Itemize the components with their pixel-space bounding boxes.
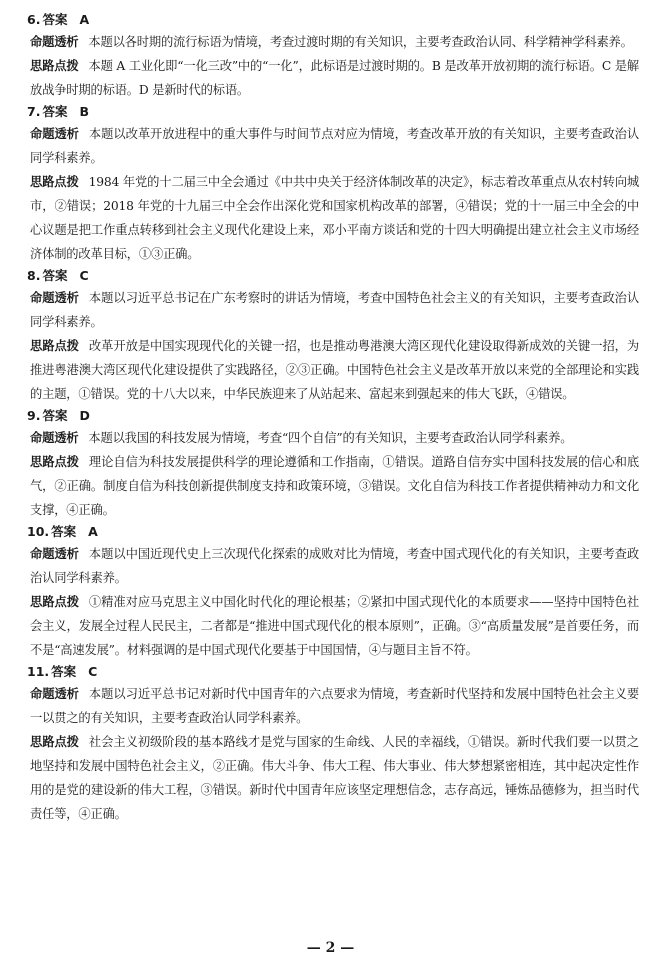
hint-label: 思路点拨 (30, 339, 79, 353)
question-number: 9. (27, 408, 41, 423)
hint-paragraph (30, 54, 639, 102)
hint-text: 本题 A 工业化即“一化三改”中的“一化”，此标语是过渡时期的。B 是改革开放初期的流行标语。C 是解放战争时期的标语。D 是新时代的标语。 (30, 59, 639, 97)
hint-label: 思路点拨 (30, 59, 79, 73)
hint-paragraph (30, 450, 639, 522)
answer-key: A (88, 524, 98, 539)
question-block-10 (27, 522, 639, 662)
analysis-paragraph (30, 542, 639, 590)
answer-label: 答案 (51, 524, 77, 539)
hint-label: 思路点拨 (30, 735, 79, 749)
answer-label: 答案 (42, 12, 68, 27)
question-number: 10. (27, 524, 50, 539)
hint-text: 理论自信为科技发展提供科学的理论遵循和工作指南，①错误。道路自信夯实中国科技发展的信心和底气，②正确。制度自信为科技创新提供制度支持和政策环境，③错误。文化自信为科技工作者提供精神动力和文化支撑，④正确。 (30, 455, 639, 517)
analysis-paragraph (30, 286, 639, 334)
answer-key: D (79, 408, 90, 423)
analysis-label: 命题透析 (30, 127, 79, 141)
analysis-label: 命题透析 (30, 291, 79, 305)
answer-key: A (79, 12, 90, 27)
hint-label: 思路点拨 (30, 455, 79, 469)
answer-label: 答案 (42, 104, 68, 119)
answer-line (27, 266, 639, 286)
analysis-paragraph (30, 122, 639, 170)
question-block-6 (27, 10, 639, 102)
answer-line (27, 662, 639, 682)
analysis-text: 本题以改革开放进程中的重大事件与时间节点对应为情境，考查改革开放的有关知识，主要考查政治认同学科素养。 (30, 127, 639, 165)
hint-text: 社会主义初级阶段的基本路线才是党与国家的生命线、人民的幸福线，①错误。新时代我们要一以贯之地坚持和发展中国特色社会主义，②正确。伟大斗争、伟大工程、伟大事业、伟大梦想紧密相连，其中起决定性作用的是党的建设新的伟大工程，③错误。新时代中国青年应该坚定理想信念，志存高远，锤炼品德修为，担当时代责任等，④正确。 (30, 735, 639, 821)
answer-key: B (79, 104, 89, 119)
hint-paragraph (30, 170, 639, 266)
question-block-8 (27, 266, 639, 406)
analysis-text: 本题以习近平总书记在广东考察时的讲话为情境，考查中国特色社会主义的有关知识，主要考查政治认同学科素养。 (30, 291, 639, 329)
analysis-text: 本题以各时期的流行标语为情境，考查过渡时期的有关知识，主要考查政治认同、科学精神学科素养。 (88, 35, 633, 49)
analysis-text: 本题以我国的科技发展为情境，考查“四个自信”的有关知识，主要考查政治认同学科素养。 (88, 431, 573, 445)
page-number: — 2 — (306, 940, 355, 956)
analysis-paragraph (30, 682, 639, 730)
answer-key: C (79, 268, 89, 283)
answer-line (27, 102, 639, 122)
hint-paragraph (30, 334, 639, 406)
analysis-text: 本题以中国近现代史上三次现代化探索的成败对比为情境，考查中国式现代化的有关知识，主要考查政治认同学科素养。 (30, 547, 639, 585)
analysis-label: 命题透析 (30, 35, 79, 49)
question-number: 6. (27, 12, 41, 27)
question-block-9 (27, 406, 639, 522)
question-number: 8. (27, 268, 41, 283)
hint-paragraph (30, 590, 639, 662)
answer-label: 答案 (42, 268, 68, 283)
answer-line (27, 10, 639, 30)
hint-paragraph (30, 730, 639, 826)
analysis-label: 命题透析 (30, 687, 79, 701)
answer-label: 答案 (51, 664, 77, 679)
question-block-11 (27, 662, 639, 826)
hint-label: 思路点拨 (30, 175, 79, 189)
analysis-label: 命题透析 (30, 431, 79, 445)
hint-text: 1984 年党的十二届三中全会通过《中共中央关于经济体制改革的决定》，标志着改革重点从农村转向城市，②错误；2018 年党的十九届三中全会作出深化党和国家机构改革的部署，④错误；党的十一届三中全会的中心议题是把工作重点转移到社会主义现代化建设上来，邓小平南方谈话和党的十四大明确提出建立社会主义市场经济体制的改革目标，①③正确。 (30, 175, 639, 261)
hint-label: 思路点拨 (30, 595, 79, 609)
question-number: 7. (27, 104, 41, 119)
analysis-label: 命题透析 (30, 547, 79, 561)
question-block-7 (27, 102, 639, 266)
answer-label: 答案 (42, 408, 68, 423)
analysis-text: 本题以习近平总书记对新时代中国青年的六点要求为情境，考查新时代坚持和发展中国特色社会主义要一以贯之的有关知识，主要考查政治认同学科素养。 (30, 687, 639, 725)
question-number: 11. (27, 664, 50, 679)
analysis-paragraph (30, 30, 639, 54)
answer-line (27, 522, 639, 542)
answer-key: C (88, 664, 98, 679)
hint-text: 改革开放是中国实现现代化的关键一招，也是推动粤港澳大湾区现代化建设取得新成效的关键一招，为推进粤港澳大湾区现代化建设提供了实践路径，②③正确。中国特色社会主义是改革开放以来党的全部理论和实践的主题，①错误。党的十八大以来，中华民族迎来了从站起来、富起来到强起来的伟大飞跃，④错误。 (30, 339, 639, 401)
analysis-paragraph (30, 426, 639, 450)
answer-line (27, 406, 639, 426)
hint-text: ①精准对应马克思主义中国化时代化的理论根基；②紧扣中国式现代化的本质要求——坚持中国特色社会主义，发展全过程人民民主，二者都是“推进中国式现代化的根本原则”，正确。③“高质量发展”是首要任务，而不是“高速发展”。材料强调的是中国式现代化要基于中国国情，④与题目主旨不符。 (30, 595, 639, 657)
